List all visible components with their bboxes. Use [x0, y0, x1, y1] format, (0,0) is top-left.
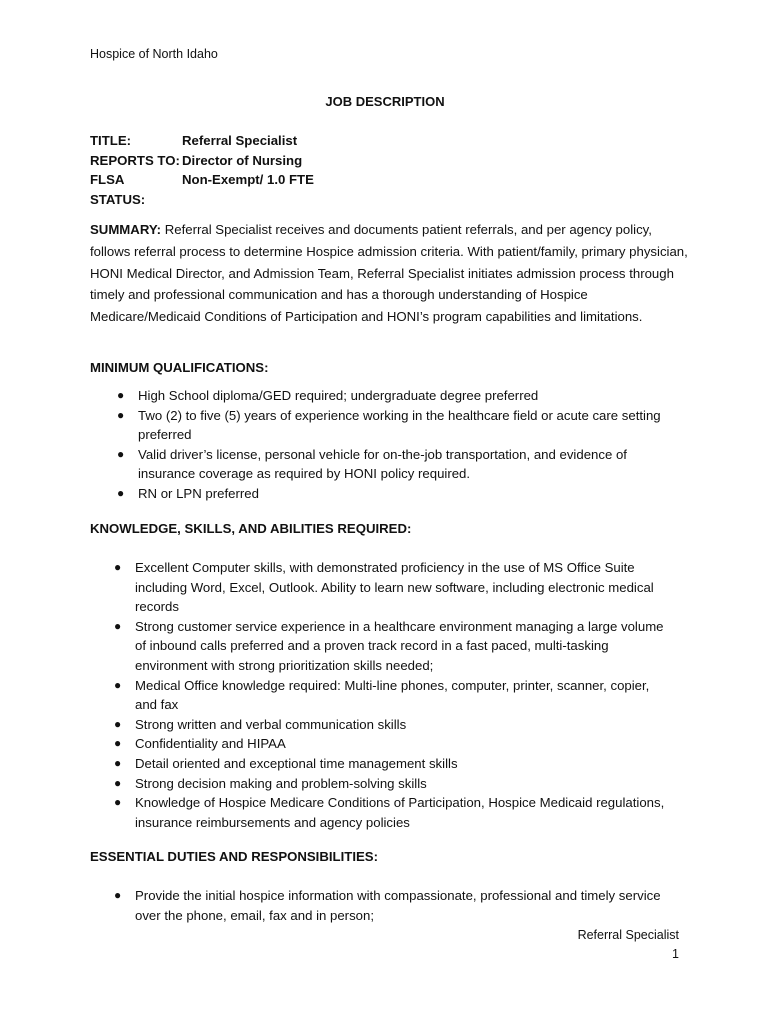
list-item	[110, 715, 670, 735]
knowledge-skills-list	[110, 558, 670, 832]
bullet-icon: ●	[114, 736, 122, 751]
bullet-icon: ●	[114, 775, 122, 790]
bullet-icon: ●	[114, 795, 122, 810]
bullet-icon: ●	[117, 407, 125, 422]
meta-title-row	[90, 131, 314, 151]
list-item	[113, 445, 683, 484]
bullet-icon: ●	[114, 755, 122, 770]
bullet-icon: ●	[117, 446, 125, 461]
list-item-text: High School diploma/GED required; undergraduate degree preferred	[138, 388, 539, 403]
knowledge-skills-heading: KNOWLEDGE, SKILLS, AND ABILITIES REQUIRED:	[90, 521, 412, 536]
document-title: JOB DESCRIPTION	[325, 94, 445, 109]
meta-title-label: TITLE:	[90, 133, 132, 148]
list-item	[113, 484, 683, 504]
bullet-icon: ●	[117, 388, 125, 402]
minimum-qualifications-heading: MINIMUM QUALIFICATIONS:	[90, 360, 269, 375]
list-item	[110, 617, 670, 676]
meta-reports-label: REPORTS TO:	[90, 152, 180, 168]
bullet-icon: ●	[114, 560, 122, 574]
list-item-text: RN or LPN preferred	[138, 485, 259, 501]
list-item-text: Excellent Computer skills, with demonstrated proficiency in the use of MS Office Suite including Word, Excel, Outlook. Ability to learn new software, including electronic medical records	[135, 560, 654, 615]
list-item	[110, 558, 670, 617]
essential-duties-heading: ESSENTIAL DUTIES AND RESPONSIBILITIES:	[90, 849, 378, 864]
list-item-text: Strong customer service experience in a healthcare environment managing a large volume of inbound calls preferred and a proven track record in a fast paced, multi-tasking environment with strong prioritization skills needed;	[135, 618, 664, 673]
footer-page-number: 1	[672, 947, 679, 961]
bullet-icon: ●	[114, 888, 122, 902]
job-meta	[90, 131, 314, 209]
list-item	[110, 886, 670, 925]
summary-paragraph	[90, 219, 690, 328]
list-item	[110, 754, 670, 774]
minimum-qualifications-list	[113, 386, 683, 504]
list-item	[110, 793, 670, 832]
list-item-text: Strong decision making and problem-solving skills	[135, 775, 427, 791]
list-item	[113, 386, 683, 406]
meta-title-value: Referral Specialist	[182, 133, 298, 148]
organization-name: Hospice of North Idaho	[90, 47, 218, 61]
meta-reports-row	[90, 151, 314, 171]
list-item-text: Provide the initial hospice information with compassionate, professional and timely service over the phone, email, fax and in person;	[135, 888, 661, 923]
essential-duties-list	[110, 886, 670, 925]
meta-flsa-row	[90, 170, 314, 209]
list-item-text: Two (2) to five (5) years of experience working in the healthcare field or acute care setting preferred	[138, 407, 661, 443]
list-item	[110, 774, 670, 794]
bullet-icon: ●	[114, 618, 122, 633]
list-item-text: Confidentiality and HIPAA	[135, 736, 286, 752]
list-item-text: Detail oriented and exceptional time management skills	[135, 755, 458, 771]
meta-flsa-value: Non-Exempt/ 1.0 FTE	[182, 172, 314, 187]
list-item	[110, 734, 670, 754]
list-item	[110, 676, 670, 715]
summary-label: SUMMARY:	[90, 222, 162, 237]
bullet-icon: ●	[114, 677, 122, 692]
page-footer	[578, 926, 679, 964]
list-item-text: Valid driver’s license, personal vehicle for on-the-job transportation, and evidence of insurance coverage as required by HONI policy required.	[138, 446, 627, 482]
bullet-icon: ●	[117, 485, 125, 500]
footer-doc-name: Referral Specialist	[577, 928, 679, 942]
list-item	[113, 406, 683, 445]
bullet-icon: ●	[114, 716, 122, 731]
list-item-text: Strong written and verbal communication skills	[135, 716, 407, 732]
meta-flsa-label: FLSA STATUS:	[90, 172, 146, 207]
meta-reports-value: Director of Nursing	[182, 152, 303, 168]
summary-text: Referral Specialist receives and documents patient referrals, and per agency policy, follows referral process to determine Hospice admission criteria. With patient/family, primary physician, HONI Medical Director, and Admission Team, Referral Specialist initiates admission process through timely and professional communication and has a thorough understanding of Hospice Medicare/Medicaid Conditions of Participation and HONI’s program capabilities and limitations.	[90, 222, 688, 325]
list-item-text: Knowledge of Hospice Medicare Conditions of Participation, Hospice Medicaid regulations, insurance reimbursements and agency policies	[135, 795, 665, 830]
list-item-text: Medical Office knowledge required: Multi-line phones, computer, printer, scanner, copier, and fax	[135, 677, 650, 713]
